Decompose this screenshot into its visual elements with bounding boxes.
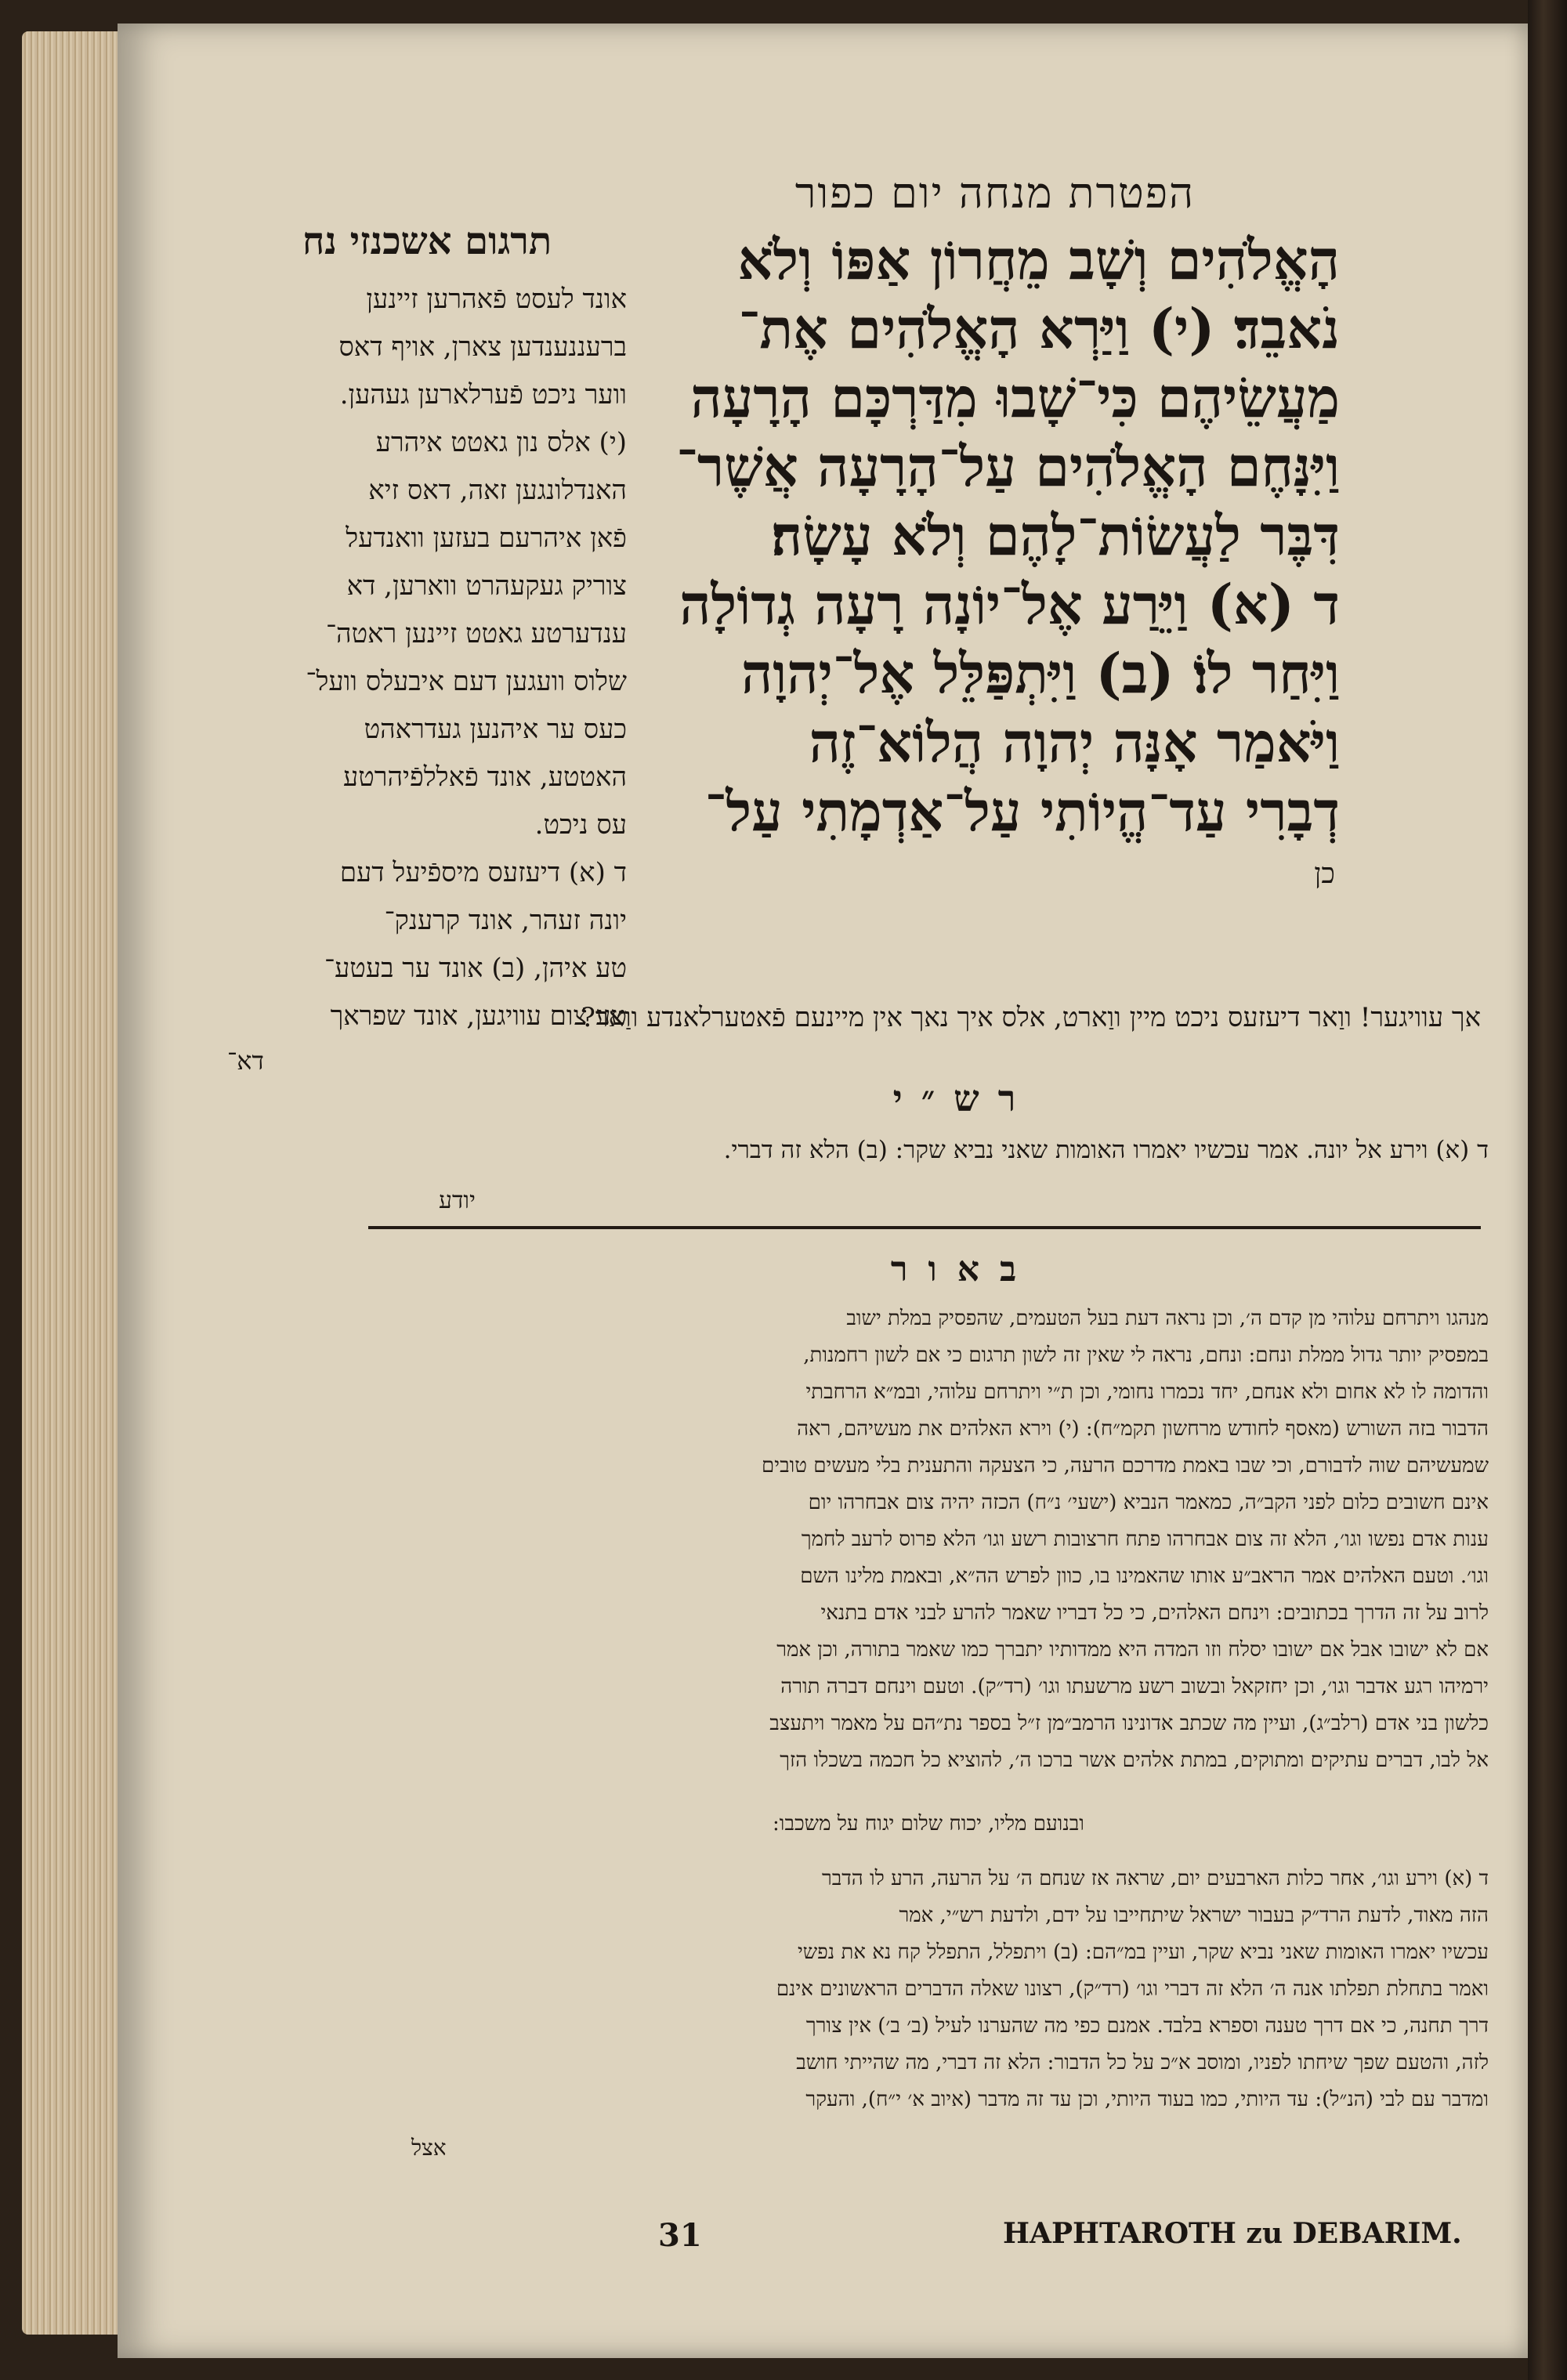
main-text-line: נֹאבֵד׃ (י) וַיַּרְא הָאֱלֹהִים אֶת־ xyxy=(738,296,1340,361)
biur-line: לזה, והטעם שפך שיחתו לפניו, ומוסב א״כ על כל הדבור: הלא זה דברי, מה שהייתי חושב xyxy=(796,2051,1489,2074)
book-spine xyxy=(1528,0,1567,2380)
translation-line: אונד לעסט פֿאהרען זיינען xyxy=(366,284,627,315)
translation-line: כעס ער איהנען געדראהט xyxy=(364,714,627,745)
main-text-column xyxy=(650,168,1340,890)
translation-line: יונה זעהר, אונד קרענק־ xyxy=(384,905,627,936)
biur-line: שמעשיהם שוה לדבורם, וכי שבו באמת מדרכם הרעה, כי הצעקה והתענית בלי מעשים טובים xyxy=(762,1454,1489,1478)
biur-line: הדבור בזה השורש (מאסף לחודש מרחשון תקמ״ח): (י) וירא האלהים את מעשיהם, ראה xyxy=(797,1417,1489,1441)
main-text-header: הפטרת מנחה יום כפור xyxy=(794,168,1196,218)
biur-commentary xyxy=(368,1300,1489,1779)
translation-line: צוריק געקעהרט ווארען, דא xyxy=(346,570,627,602)
main-text-line: וַיֹּאמַר אָנָּה יְהוָה הֲלוֹא־זֶה xyxy=(809,710,1340,775)
section-divider xyxy=(368,1226,1481,1229)
translation-line: עס ניכט. xyxy=(534,809,627,841)
main-text-catchword: כן xyxy=(1314,858,1335,890)
biur-line: כלשון בני אדם (רלב״ג), ועיין מה שכתב אדונינו הרמב״מן ז״ל בספר נת״הם על מאמר ויתעצב xyxy=(769,1712,1489,1735)
translation-line: האטטע, אונד פֿאללפֿיהרטע xyxy=(343,761,627,793)
running-footer-title: HAPHTAROTH zu DEBARIM. xyxy=(1003,2217,1462,2250)
translation-header: תרגום אשכנזי נח xyxy=(302,219,552,263)
main-text-lines xyxy=(650,226,1340,846)
biur-line: וגו׳. וטעם האלהים אמר הראב״ע אותו שהאמינו בו, כוון לפרש הה״א, ובאמת מלינו השם xyxy=(800,1564,1489,1588)
book-page-edges xyxy=(22,31,132,2335)
main-text-line: ד (א) וַיֵּרַע אֶל־יוֹנָה רָעָה גְדוֹלָה xyxy=(679,572,1340,637)
biur-line: ומדבר עם לבי (הנ״ל): עד היותי, כמו בעוד היותי, וכן עד זה מדבר (איוב א׳ י״ח), והעקר xyxy=(805,2088,1489,2111)
translation-continuation: אך עוויגער! ווַאר דיעזעס ניכט מיין ווַארט, אלס איך נאך אין מיינעם פֿאטערלאנדע ווַאר? xyxy=(581,1002,1481,1033)
biur-line: במפסיק יותר גדול ממלת ונחם: ונחם, נראה לי שאין זה לשון תרגום כי אם לשון רחמנות, xyxy=(803,1344,1489,1367)
biur-line: אל לבו, דברים עתיקים ומתוקים, במתת אלהים אשר ברכו ה׳, להוציא כל חכמה בשכלו הזך xyxy=(780,1749,1489,1772)
translation-line: פֿאן איהרעם בעזען וואנדעל xyxy=(346,523,627,554)
rashi-catchword: יודע xyxy=(439,1187,476,1214)
biur-catchword: אצל xyxy=(411,2135,447,2161)
biur-title: באור xyxy=(890,1250,1037,1289)
translation-line: ברעננענדען צארן, אויף דאס xyxy=(338,331,627,363)
translation-line: טע צום עוויגען, אונד שפראך xyxy=(330,1000,627,1032)
translation-line: טע איהן, (ב) אונד ער בעטע־ xyxy=(324,953,627,984)
biur-line: והדומה לו לא אחום ולא אנחם, יחד נכמרו נחומי, וכן ת״י ויתרחם עלוהי, ובמ״א הרחבתי xyxy=(805,1380,1489,1404)
translation-line: ענדערטע גאטט זיינען ראטה־ xyxy=(326,618,627,649)
biur-line: עכשיו יאמרו האומות שאני נביא שקר, ועיין במ״הם: (ב) ויתפלל, התפלל קח נא את נפשי xyxy=(797,1941,1489,1964)
translation-column xyxy=(227,219,627,1040)
biur-line: ד (א) וירע וגו׳, אחר כלות הארבעים יום, שראה אז שנחם ה׳ על הרעה, הרע לו הדבר xyxy=(821,1867,1489,1890)
biur-commentary-chapter-4 xyxy=(368,1861,1489,2118)
biur-line: ענות אדם נפשו וגו׳, הלא זה צום אבחרהו פתח חרצובות רשע וגו׳ הלא פרוס לרעב לחמך xyxy=(801,1528,1489,1551)
translation-line: האנדלונגען זאה, דאס זיא xyxy=(368,475,627,506)
biur-line: הזה מאוד, לדעת הרד״ק בעבור ישראל שיתחייבו על ידם, ולדעת רש״י, אמר xyxy=(899,1904,1489,1927)
translation-line: ד (א) דיעזעס מיספֿיעל דעם xyxy=(339,857,627,888)
biur-line: ירמיהו רגע אדבר וגו׳, וכן יחזקאל ובשוב רשע מרשעתו וגו׳ (רד״ק). וטעם וינחם דברה תורה xyxy=(780,1675,1489,1698)
translation-line: שלוס וועגען דעם איבעלס וועל־ xyxy=(306,666,627,697)
biur-line: דרך תחנה, כי אם דרך טענה וספרא בלבד. אמנם כפי מה שהערנו לעיל (ב׳ ב׳) אין צורך xyxy=(805,2014,1489,2038)
main-text-line: וַיִּנָּחֶם הָאֱלֹהִים עַל־הָרָעָה אֲשֶׁר־ xyxy=(676,434,1340,499)
translation-line: ווער ניכט פֿערלארען געהען. xyxy=(339,379,627,411)
biur-line: לרוב על זה הדרך בכתובים: וינחם האלהים, כי כל דבריו שאמר להרע לבני אדם בתנאי xyxy=(820,1601,1489,1625)
translation-line: (י) אלס נון גאטט איהרע xyxy=(375,427,627,458)
main-text-line: דִּבֶּר לַעֲשׂוֹת־לָהֶם וְלֹא עָשָׂה׃ xyxy=(771,503,1340,568)
main-text-line: דְבָרִי עַד־הֱיוֹתִי עַל־אַדְמָתִי עַל־ xyxy=(704,779,1340,844)
rashi-title: רש״י xyxy=(892,1077,1035,1119)
biur-line: ובנועם מליו, יכוח שלום יגוח על משכבו: xyxy=(773,1812,1084,1836)
biur-line: אינם חשובים כלום לפני הקב״ה, כמאמר הנביא (ישעי׳ נ״ח) הכזה יהיה צום אבחרהו יום xyxy=(808,1491,1489,1514)
page-number: 31 xyxy=(658,2217,702,2254)
main-text-line: וַיִּחַר לוֹ׃ (ב) וַיִּתְפַּלֵּל אֶל־יְהוָה xyxy=(741,641,1340,706)
biur-line: ואמר בתחלת תפלתו אנה ה׳ הלא זה דברי וגו׳ (רד״ק), רצונו שאלה הדברים הראשונים אינם xyxy=(776,1977,1489,2001)
main-text-line: מַעֲשֵׂיהֶם כִּי־שָׁבוּ מִדַּרְכָּם הָרָעָה xyxy=(690,365,1340,430)
biur-commentary-continued xyxy=(368,1806,1489,1843)
translation-catchword: דא־ xyxy=(227,1046,264,1076)
main-text-line: הָאֱלֹהִים וְשָׁב מֵחֲרוֹן אַפּוֹ וְלֹא xyxy=(737,227,1340,292)
biur-line: אם לא ישובו אבל אם ישובו יסלח וזו המדה היא ממדותיו יתברך כמו שאמר בתורה, וכן אמר xyxy=(776,1638,1489,1662)
rashi-text: ד (א) וירע אל יונה. אמר עכשיו יאמרו האומות שאני נביא שקר: (ב) הלא זה דברי. xyxy=(723,1136,1489,1164)
biur-line: מנהגו ויתרחם עלוהי מן קדם ה׳, וכן נראה דעת בעל הטעמים, שהפסיק במלת ישוב xyxy=(846,1307,1489,1330)
translation-lines xyxy=(227,276,627,1040)
